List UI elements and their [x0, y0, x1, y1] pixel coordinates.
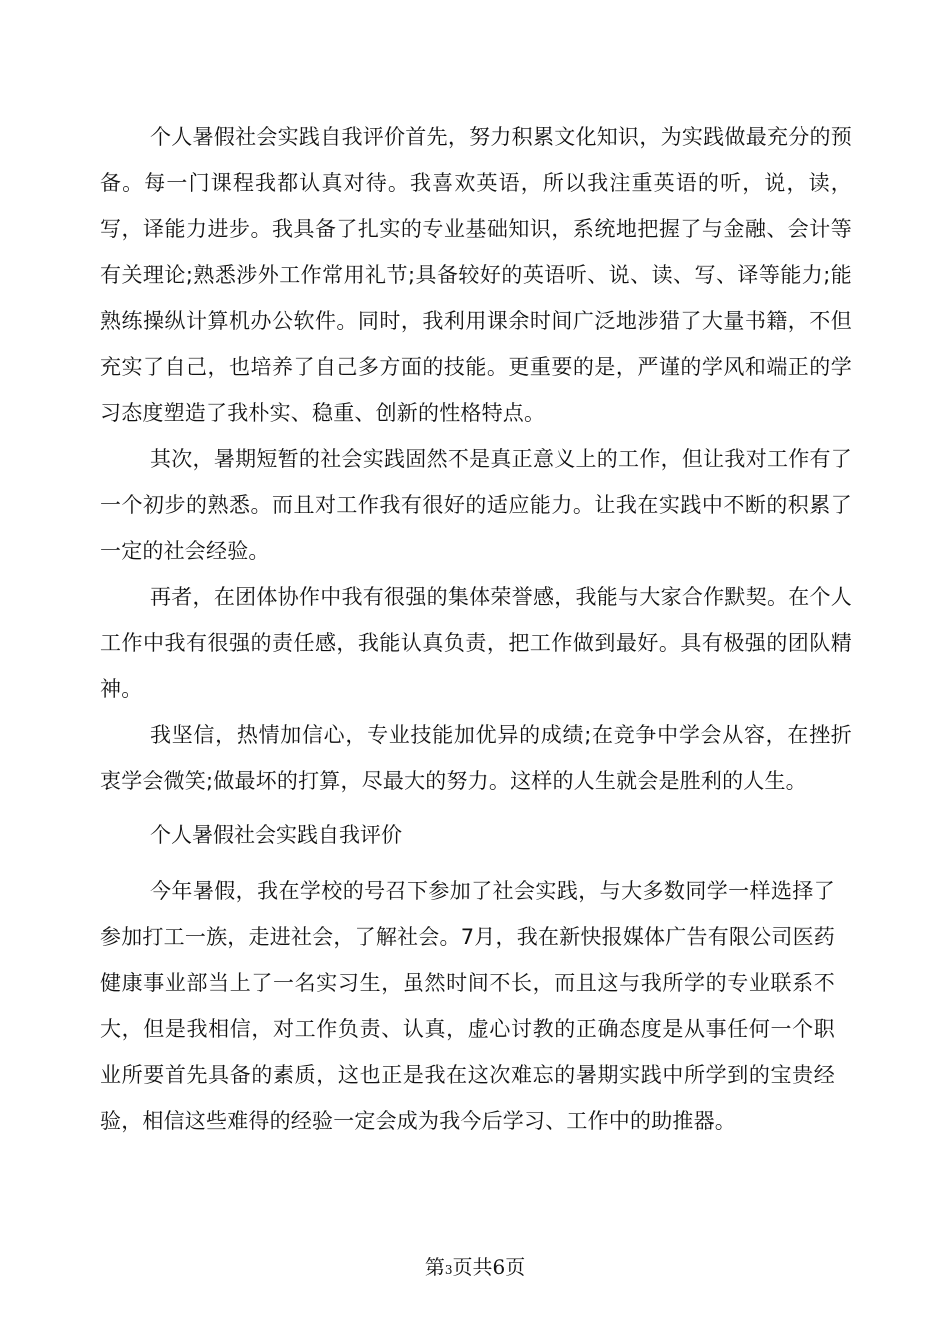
footer-suffix: 页 [505, 1255, 526, 1279]
document-body [100, 114, 852, 1144]
paragraph-4: 我坚信，热情加信心，专业技能加优异的成绩;在竞争中学会从容，在挫折衷学会微笑;做最坏的打算，尽最大的努力。这样的人生就会是胜利的人生。 [100, 723, 852, 793]
section-heading: 个人暑假社会实践自我评价 [150, 823, 402, 847]
paragraph-3: 再者，在团体协作中我有很强的集体荣誉感，我能与大家合作默契。在个人工作中我有很强的责任感，我能认真负责，把工作做到最好。具有极强的团队精神。 [100, 585, 852, 701]
page-footer [0, 1252, 950, 1285]
section-paragraph: 今年暑假，我在学校的号召下参加了社会实践，与大多数同学一样选择了参加打工一族，走进社会，了解社会。7月，我在新快报媒体广告有限公司医药健康事业部当上了一名实习生，虽然时间不长，而且这与我所学的专业联系不大，但是我相信，对工作负责、认真，虚心讨教的正确态度是从事任何一个职业所要首先具备的素质，这也正是我在这次难忘的暑期实践中所学到的宝贵经验，相信这些难得的经验一定会成为我今后学习、工作中的助推器。 [100, 879, 835, 1133]
footer-page-number: 3 [444, 1263, 453, 1277]
footer-total-pages: 6 [492, 1255, 506, 1279]
footer-middle: 页共 [452, 1255, 493, 1279]
footer-prefix: 第 [424, 1255, 445, 1279]
paragraph-2: 其次，暑期短暂的社会实践固然不是真正意义上的工作，但让我对工作有了一个初步的熟悉。而且对工作我有很好的适应能力。让我在实践中不断的积累了一定的社会经验。 [100, 447, 852, 563]
paragraph-1: 个人暑假社会实践自我评价首先，努力积累文化知识，为实践做最充分的预备。每一门课程我都认真对待。我喜欢英语，所以我注重英语的听，说，读，写，译能力进步。我具备了扎实的专业基础知识，系统地把握了与金融、会计等有关理论;熟悉涉外工作常用礼节;具备较好的英语听、说、读、写、译等能力;能熟练操纵计算机办公软件。同时，我利用课余时间广泛地涉猎了大量书籍，不但充实了自己，也培养了自己多方面的技能。更重要的是，严谨的学风和端正的学习态度塑造了我朴实、稳重、创新的性格特点。 [100, 125, 852, 425]
